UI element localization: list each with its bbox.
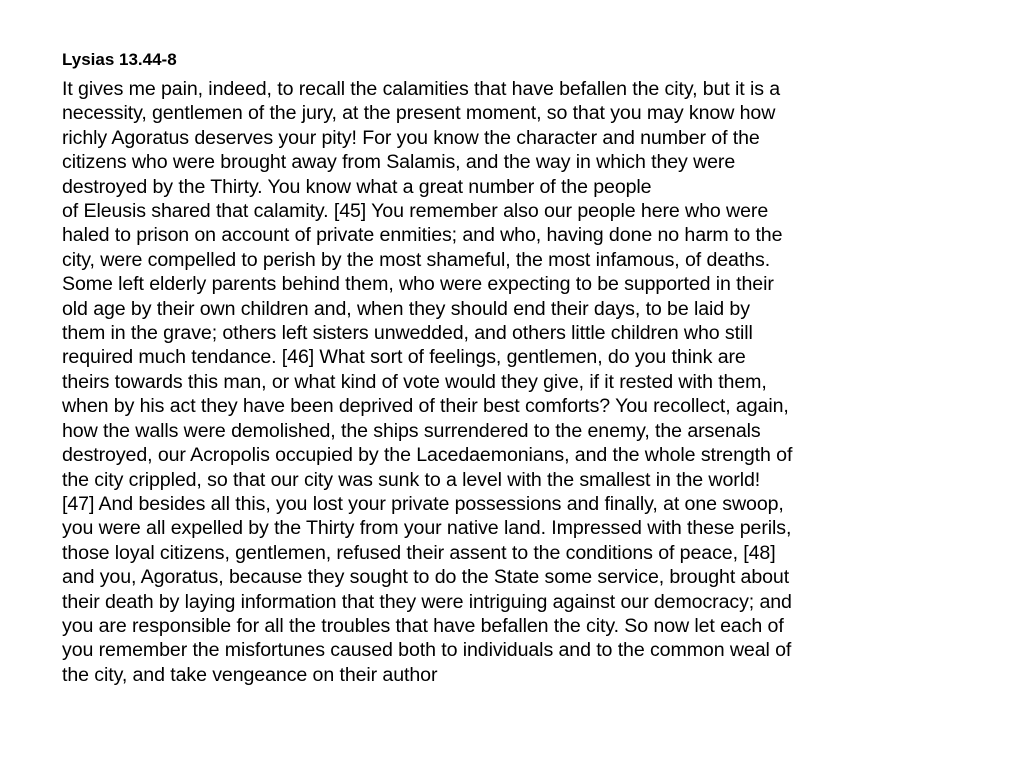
passage-line: you are responsible for all the troubles that have befallen the city. So now let each of (62, 614, 784, 637)
passage-line: required much tendance. [46] What sort of feelings, gentlemen, do you think are (62, 346, 746, 369)
passage-line: how the walls were demolished, the ships surrendered to the enemy, the arsenals (62, 419, 761, 442)
passage-line: [47] And besides all this, you lost your private possessions and finally, at one swoop, (62, 492, 784, 515)
passage-line: the city crippled, so that our city was sunk to a level with the smallest in the world! (62, 468, 761, 491)
passage-line: you remember the misfortunes caused both to individuals and to the common weal of (62, 639, 792, 662)
passage-line: It gives me pain, indeed, to recall the calamities that have befallen the city, but it is a (62, 78, 781, 100)
passage-line: city, were compelled to perish by the most shameful, the most infamous, of deaths. (62, 248, 771, 271)
passage-line: Some left elderly parents behind them, who were expecting to be supported in their (62, 273, 774, 296)
slide (62, 48, 966, 687)
passage-line: richly Agoratus deserves your pity! For you know the character and number of the (62, 126, 760, 149)
passage-line: necessity, gentlemen of the jury, at the present moment, so that you may know how (62, 102, 776, 125)
passage-line: them in the grave; others left sisters unwedded, and others little children who still (62, 322, 753, 345)
passage-line: haled to prison on account of private enmities; and who, having done no harm to the (62, 224, 783, 247)
passage-line: destroyed by the Thirty. You know what a great number of the people (62, 175, 652, 198)
passage-text (62, 77, 966, 687)
passage-line: when by his act they have been deprived of their best comforts? You recollect, again, (62, 395, 789, 418)
passage-title: Lysias 13.44-8 (62, 50, 177, 69)
passage-line: of Eleusis shared that calamity. [45] You remember also our people here who were (62, 200, 769, 223)
passage-line: and you, Agoratus, because they sought to do the State some service, brought about (62, 566, 790, 589)
passage-line: old age by their own children and, when they should end their days, to be laid by (62, 297, 750, 320)
passage-line: destroyed, our Acropolis occupied by the Lacedaemonians, and the whole strength of (62, 444, 793, 467)
passage-line: the city, and take vengeance on their author (62, 663, 438, 686)
passage-line: those loyal citizens, gentlemen, refused their assent to the conditions of peace, [48] (62, 541, 776, 564)
passage-line: citizens who were brought away from Salamis, and the way in which they were (62, 151, 736, 174)
passage-line: theirs towards this man, or what kind of vote would they give, if it rested with them, (62, 370, 767, 393)
passage-line: you were all expelled by the Thirty from your native land. Impressed with these perils, (62, 517, 792, 540)
passage-line: their death by laying information that they were intriguing against our democracy; and (62, 590, 792, 613)
